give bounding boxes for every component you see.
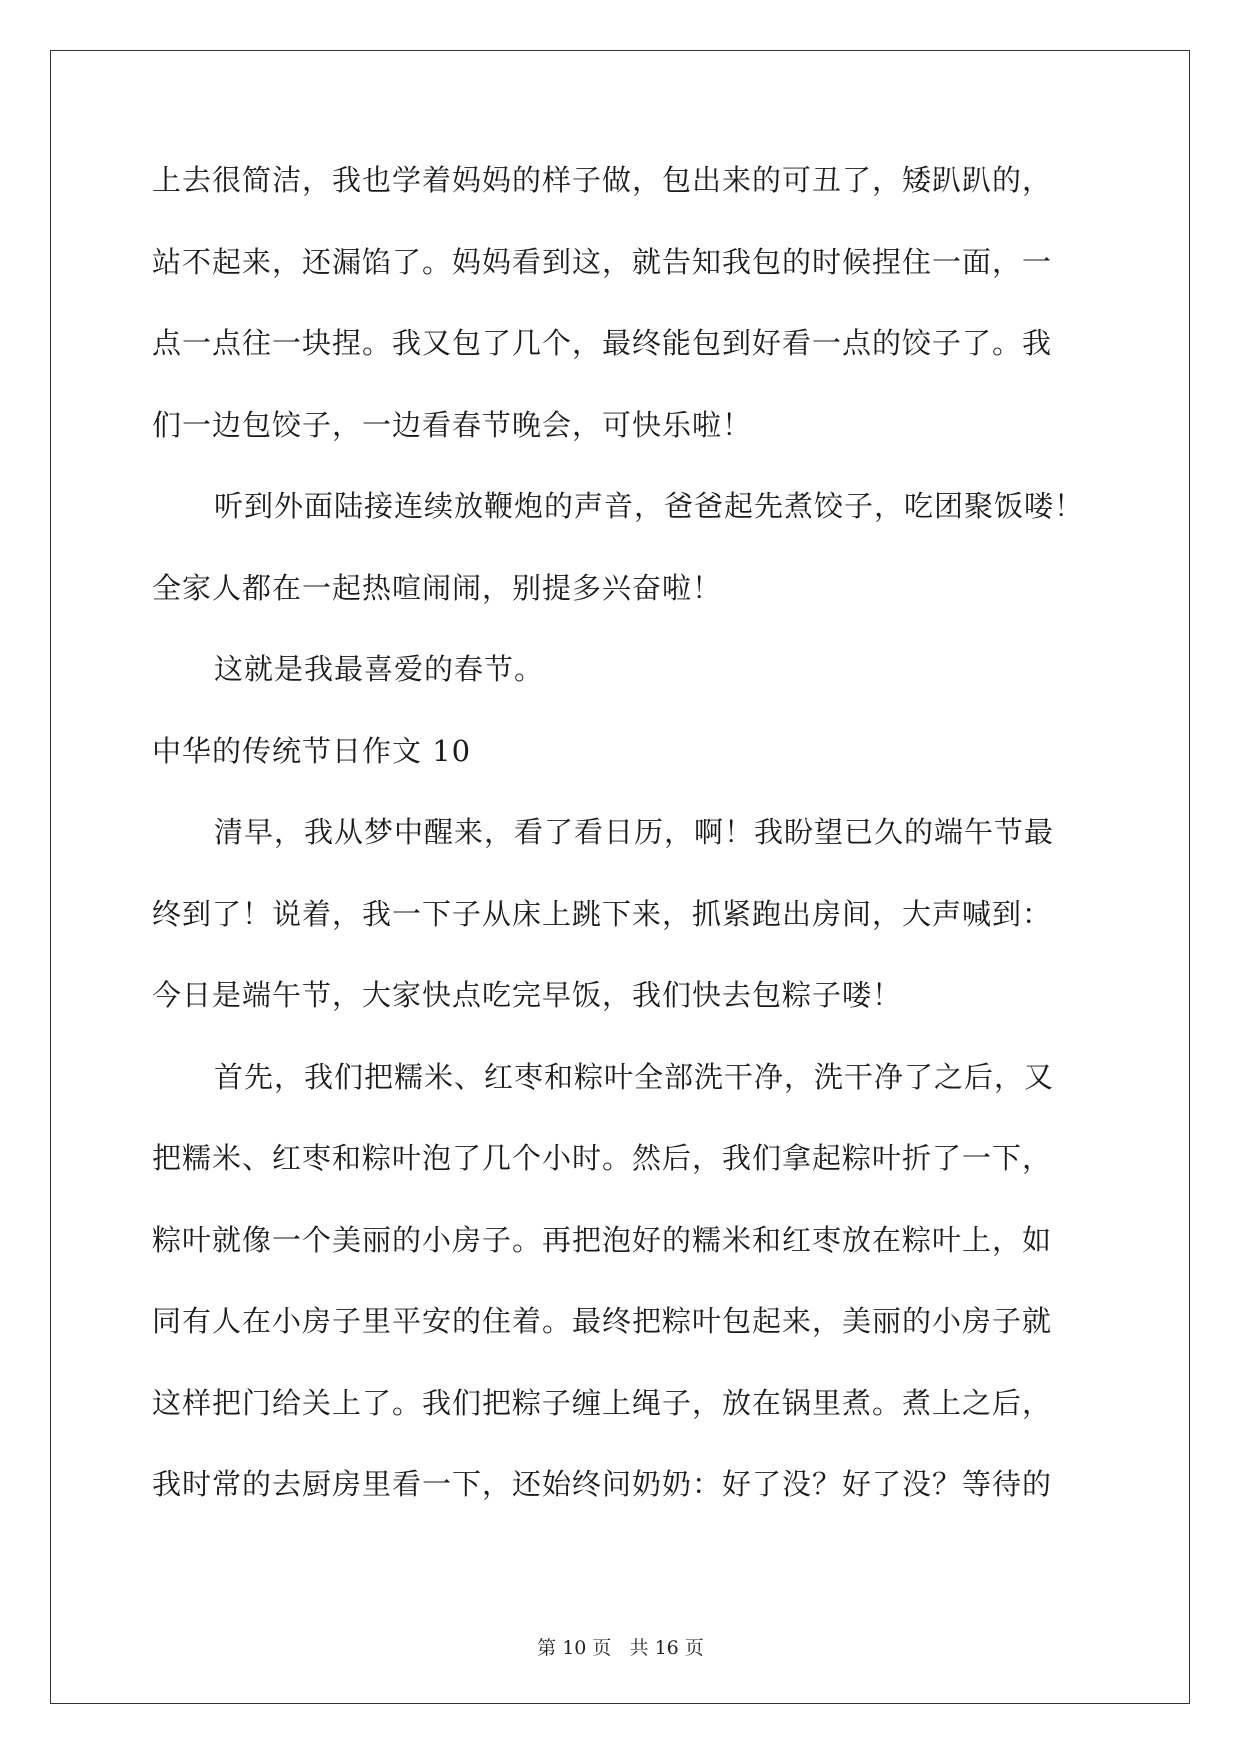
text-line: 首先，我们把糯米、红枣和粽叶全部洗干净，洗干净了之后，又 (214, 1059, 1055, 1094)
text-line: 点一点往一块捏。我又包了几个，最终能包到好看一点的饺子了。我 (152, 326, 1053, 360)
text-line: 们一边包饺子，一边看春节晚会，可快乐啦！ (152, 407, 753, 442)
text-line: 中华的传统节日作文 10 (152, 733, 472, 768)
text-line: 我时常的去厨房里看一下，还始终问奶奶：好了没？好了没？等待的 (152, 1467, 1053, 1501)
page-number-footer: 第 10 页 共 16 页 (537, 1637, 704, 1659)
text-line: 今日是端午节，大家快点吃完早饭，我们快去包粽子喽！ (152, 978, 903, 1012)
text-line: 听到外面陆接连续放鞭炮的声音，爸爸起先煮饺子，吃团聚饭喽！ (214, 489, 1085, 523)
text-line: 清早，我从梦中醒来，看了看日历，啊！我盼望已久的端午节最 (214, 815, 1055, 849)
text-line: 同有人在小房子里平安的住着。最终把粽叶包起来，美丽的小房子就 (152, 1304, 1053, 1338)
text-line: 终到了！说着，我一下子从床上跳下来，抓紧跑出房间，大声喊到： (152, 896, 1053, 931)
text-line: 上去很简洁，我也学着妈妈的样子做，包出来的可丑了，矮趴趴的， (152, 163, 1053, 197)
text-line: 这就是我最喜爱的春节。 (214, 652, 545, 686)
text-line: 站不起来，还漏馅了。妈妈看到这，就告知我包的时候捏住一面，一 (152, 244, 1053, 279)
text-line: 粽叶就像一个美丽的小房子。再把泡好的糯米和红枣放在粽叶上，如 (152, 1222, 1053, 1257)
text-line: 全家人都在一起热喧闹闹，别提多兴奋啦！ (152, 570, 723, 605)
text-line: 这样把门给关上了。我们把粽子缠上绳子，放在锅里煮。煮上之后， (152, 1385, 1053, 1420)
document-body (152, 163, 1092, 1549)
text-line: 把糯米、红枣和粽叶泡了几个小时。然后，我们拿起粽叶折了一下， (152, 1141, 1053, 1175)
